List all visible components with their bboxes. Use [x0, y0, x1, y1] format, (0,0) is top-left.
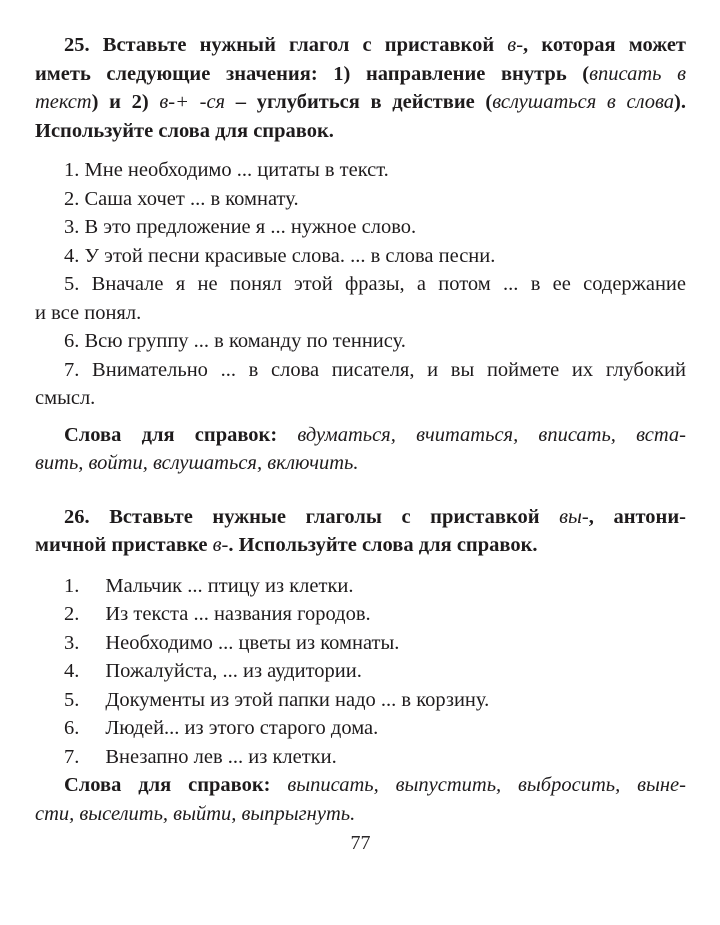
text-line: [35, 242, 686, 271]
text-run: . Используйте слова для справок.: [228, 534, 538, 556]
text-run: , антони-: [588, 505, 687, 528]
text-line: [35, 60, 686, 89]
text-run: Слова для справок:: [64, 423, 298, 446]
text-line: [35, 503, 686, 532]
text-run: вписать в: [589, 62, 686, 85]
text-run: – углубиться в действие (: [225, 91, 493, 113]
text-line: [35, 327, 686, 356]
ex26-items: [35, 572, 686, 772]
text-run: Документы из этой папки надо ... в корзину.: [105, 688, 490, 711]
text-run: 25. Вставьте нужный глагол с приставкой: [64, 34, 508, 56]
text-run: 5. Вначале я не понял этой фразы, а потом ... в ее содержание: [64, 273, 686, 295]
text-run: 4. У этой песни красивые слова. ... в слова песни.: [64, 244, 496, 267]
text-line: [35, 572, 686, 601]
ex25-heading: [35, 31, 686, 145]
text-line: [35, 356, 686, 385]
text-line: [35, 531, 686, 560]
text-line: [35, 117, 686, 146]
text-run: мичной приставке: [35, 534, 213, 556]
text-line: [35, 384, 686, 413]
text-line: [35, 629, 686, 658]
text-line: [35, 156, 686, 185]
text-run: вслушаться в слова: [492, 91, 675, 113]
text-line: [35, 213, 686, 242]
text-line: [35, 31, 686, 60]
text-run: Слова для справок:: [64, 774, 288, 796]
ex26-heading: [35, 503, 686, 560]
text-run: Мальчик ... птицу из клетки.: [105, 574, 354, 597]
text-line: [35, 714, 686, 743]
text-run: 7.: [64, 745, 80, 768]
text-run: Людей... из этого старого дома.: [105, 717, 379, 739]
text-run: 3.: [64, 631, 80, 654]
ex26-words: [35, 771, 686, 828]
text-run: 26. Вставьте нужные глаголы с приставкой: [64, 505, 560, 528]
text-run: текст: [35, 91, 92, 113]
text-run: в-: [507, 34, 524, 56]
text-run: сти, выселить, выйти, выпрыгнуть.: [35, 802, 356, 825]
text-run: выписать, выпустить, выбросить, выне-: [287, 774, 686, 796]
page-number: 77: [350, 832, 371, 854]
text-run: Внезапно лев ... из клетки.: [105, 745, 337, 768]
text-run: иметь следующие значения: 1) направление внутрь (: [35, 62, 590, 85]
text-run: 6. Всю группу ... в команду по теннису.: [64, 330, 406, 352]
text-run: в-: [212, 534, 229, 556]
text-run: смысл.: [35, 387, 96, 409]
text-line: [35, 421, 686, 450]
text-line: [35, 743, 686, 772]
text-line: [35, 185, 686, 214]
ex25-words: [35, 421, 686, 478]
text-run: 5.: [64, 688, 80, 711]
text-line: [35, 600, 686, 629]
text-blocks: [35, 31, 686, 828]
text-line: [35, 449, 686, 478]
text-run: ).: [674, 91, 686, 113]
text-run: и все понял.: [35, 301, 142, 324]
text-run: Пожалуйста, ... из аудитории.: [105, 660, 362, 682]
text-line: [35, 800, 686, 829]
text-run: Из текста ... названия городов.: [105, 603, 371, 625]
text-line: [35, 771, 686, 800]
text-run: 1. Мне необходимо ... цитаты в текст.: [64, 159, 389, 181]
text-run: 2. Саша хочет ... в комнату.: [64, 187, 299, 210]
text-line: [35, 270, 686, 299]
text-run: , которая может: [523, 34, 686, 56]
text-run: в-+ -ся: [159, 91, 226, 113]
text-run: 3. В это предложение я ... нужное слово.: [64, 216, 417, 238]
text-run: 4.: [64, 660, 80, 682]
text-run: вить, войти, вслушаться, включить.: [35, 452, 359, 474]
text-run: 1.: [64, 574, 80, 597]
text-run: вы-: [559, 505, 589, 528]
text-run: Необходимо ... цветы из комнаты.: [105, 631, 400, 654]
text-run: вдуматься, вчитаться, вписать, вста-: [297, 423, 686, 446]
ex25-items: [35, 156, 686, 413]
text-line: [35, 686, 686, 715]
text-run: 2.: [64, 603, 80, 625]
text-run: ) и 2): [91, 91, 160, 113]
text-run: 6.: [64, 717, 80, 739]
text-line: [35, 657, 686, 686]
text-run: 7. Внимательно ... в слова писателя, и вы поймете их глубокий: [64, 358, 686, 381]
text-line: [35, 299, 686, 328]
text-run: Используйте слова для справок.: [35, 119, 334, 142]
text-line: [35, 88, 686, 117]
